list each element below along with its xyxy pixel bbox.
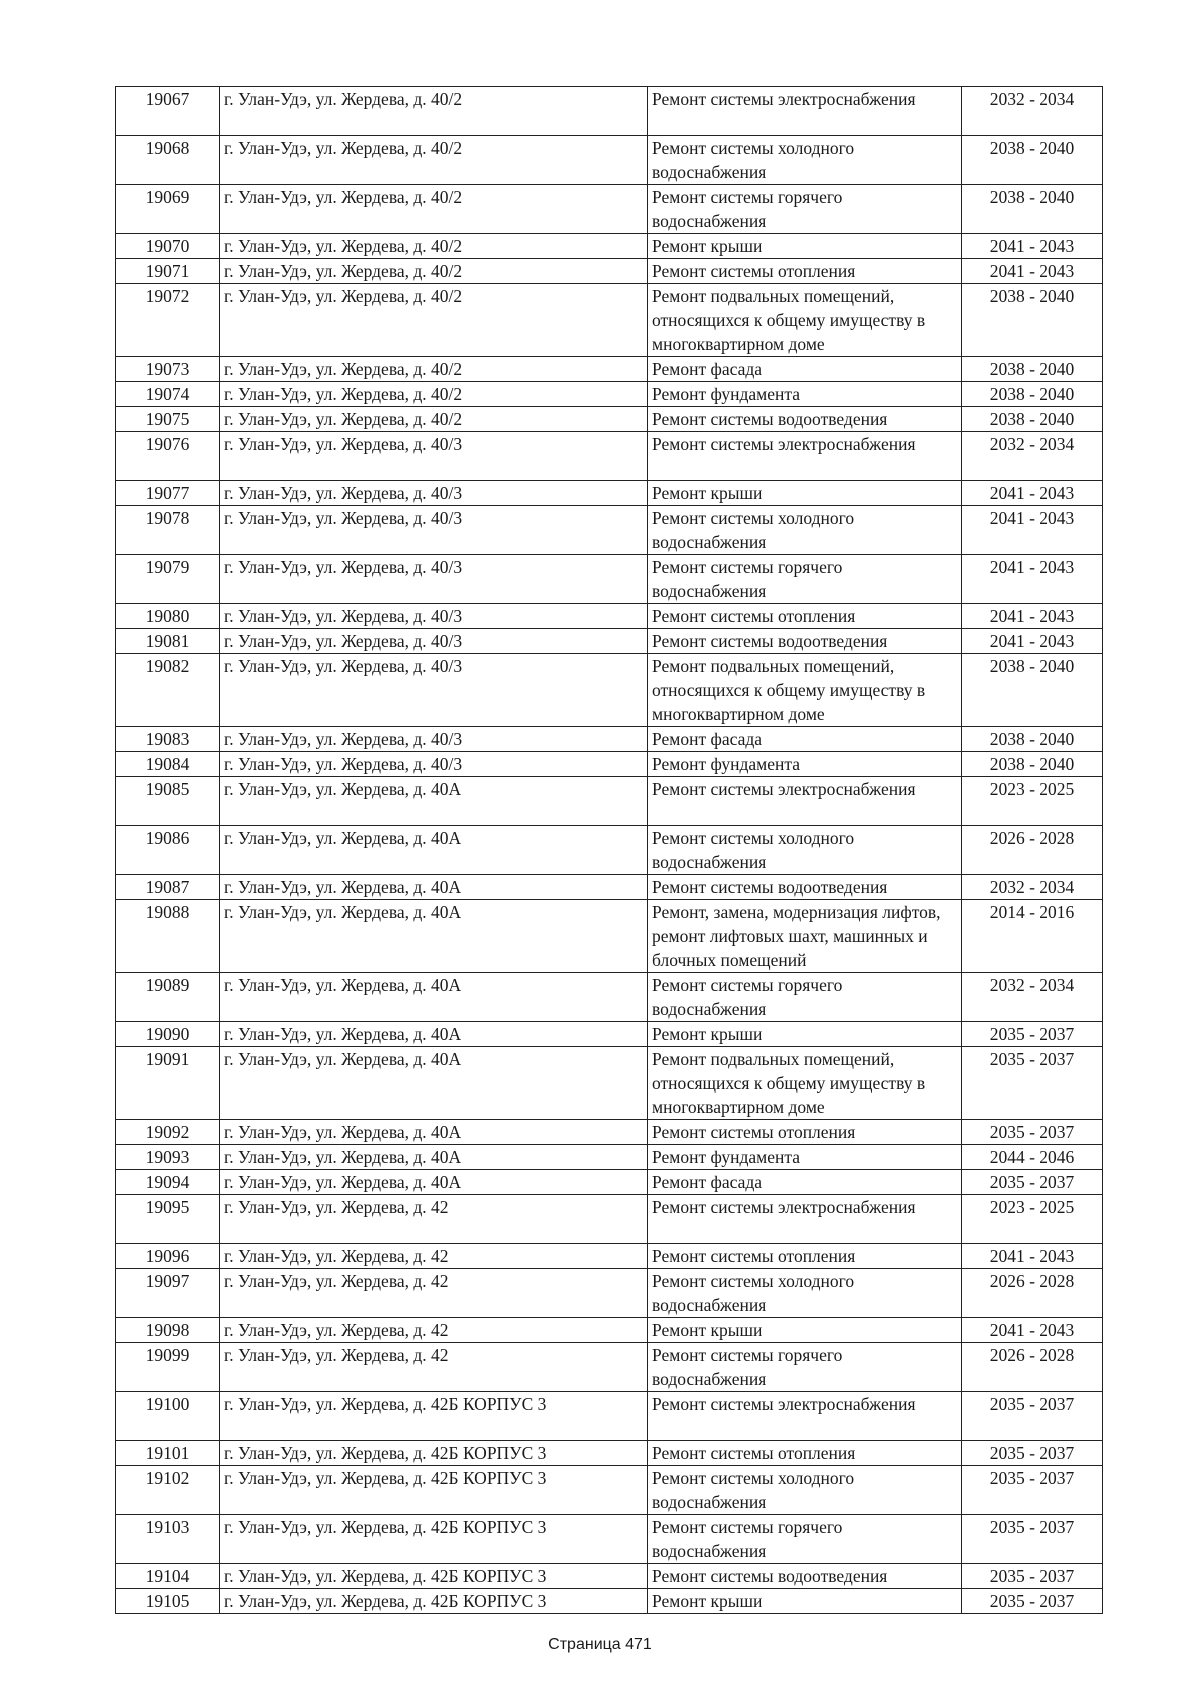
row-number-cell: 19070 — [116, 234, 220, 259]
row-number-cell: 19074 — [116, 382, 220, 407]
work-type-cell: Ремонт системы холодного водоснабжения — [648, 136, 962, 185]
address-cell: г. Улан-Удэ, ул. Жердева, д. 40А — [220, 875, 648, 900]
period-cell: 2041 - 2043 — [962, 1318, 1103, 1343]
work-type-cell: Ремонт крыши — [648, 481, 962, 506]
table-row — [116, 1515, 1103, 1564]
address-cell: г. Улан-Удэ, ул. Жердева, д. 42Б КОРПУС 3 — [220, 1515, 648, 1564]
period-cell: 2044 - 2046 — [962, 1145, 1103, 1170]
work-type-cell: Ремонт системы электроснабжения — [648, 87, 962, 136]
row-number-cell: 19067 — [116, 87, 220, 136]
table-row — [116, 1441, 1103, 1466]
period-cell: 2035 - 2037 — [962, 1120, 1103, 1145]
period-cell: 2026 - 2028 — [962, 1269, 1103, 1318]
work-type-cell: Ремонт системы электроснабжения — [648, 1392, 962, 1441]
period-cell: 2038 - 2040 — [962, 727, 1103, 752]
row-number-cell: 19097 — [116, 1269, 220, 1318]
work-type-cell: Ремонт фасада — [648, 1170, 962, 1195]
address-cell: г. Улан-Удэ, ул. Жердева, д. 40/2 — [220, 382, 648, 407]
work-type-cell: Ремонт фундамента — [648, 752, 962, 777]
work-type-cell: Ремонт системы водоотведения — [648, 407, 962, 432]
period-cell: 2038 - 2040 — [962, 752, 1103, 777]
address-cell: г. Улан-Удэ, ул. Жердева, д. 40/2 — [220, 407, 648, 432]
row-number-cell: 19077 — [116, 481, 220, 506]
table-row — [116, 973, 1103, 1022]
work-type-cell: Ремонт системы горячего водоснабжения — [648, 973, 962, 1022]
work-type-cell: Ремонт системы горячего водоснабжения — [648, 1343, 962, 1392]
work-type-cell: Ремонт фундамента — [648, 1145, 962, 1170]
address-cell: г. Улан-Удэ, ул. Жердева, д. 40/2 — [220, 234, 648, 259]
period-cell: 2041 - 2043 — [962, 234, 1103, 259]
address-cell: г. Улан-Удэ, ул. Жердева, д. 40А — [220, 900, 648, 973]
address-cell: г. Улан-Удэ, ул. Жердева, д. 42 — [220, 1269, 648, 1318]
period-cell: 2026 - 2028 — [962, 1343, 1103, 1392]
row-number-cell: 19081 — [116, 629, 220, 654]
table-row — [116, 357, 1103, 382]
period-cell: 2038 - 2040 — [962, 185, 1103, 234]
row-number-cell: 19099 — [116, 1343, 220, 1392]
address-cell: г. Улан-Удэ, ул. Жердева, д. 40/3 — [220, 604, 648, 629]
period-cell: 2041 - 2043 — [962, 604, 1103, 629]
work-type-cell: Ремонт системы горячего водоснабжения — [648, 1515, 962, 1564]
table-row — [116, 1022, 1103, 1047]
row-number-cell: 19095 — [116, 1195, 220, 1244]
work-type-cell: Ремонт фасада — [648, 357, 962, 382]
table-row — [116, 1145, 1103, 1170]
table-row — [116, 875, 1103, 900]
work-type-cell: Ремонт системы отопления — [648, 604, 962, 629]
row-number-cell: 19076 — [116, 432, 220, 481]
table-row — [116, 654, 1103, 727]
work-type-cell: Ремонт фундамента — [648, 382, 962, 407]
table-row — [116, 1120, 1103, 1145]
table-row — [116, 826, 1103, 875]
period-cell: 2041 - 2043 — [962, 506, 1103, 555]
period-cell: 2038 - 2040 — [962, 382, 1103, 407]
address-cell: г. Улан-Удэ, ул. Жердева, д. 40/3 — [220, 506, 648, 555]
table-row — [116, 284, 1103, 357]
address-cell: г. Улан-Удэ, ул. Жердева, д. 40А — [220, 1022, 648, 1047]
work-type-cell: Ремонт, замена, модернизация лифтов, ремонт лифтовых шахт, машинных и блочных помещений — [648, 900, 962, 973]
work-type-cell: Ремонт крыши — [648, 1022, 962, 1047]
row-number-cell: 19069 — [116, 185, 220, 234]
work-type-cell: Ремонт крыши — [648, 1318, 962, 1343]
address-cell: г. Улан-Удэ, ул. Жердева, д. 40А — [220, 1170, 648, 1195]
work-type-cell: Ремонт подвальных помещений, относящихся к общему имуществу в многоквартирном доме — [648, 1047, 962, 1120]
work-type-cell: Ремонт системы отопления — [648, 259, 962, 284]
period-cell: 2041 - 2043 — [962, 481, 1103, 506]
address-cell: г. Улан-Удэ, ул. Жердева, д. 40/3 — [220, 727, 648, 752]
work-type-cell: Ремонт системы холодного водоснабжения — [648, 506, 962, 555]
work-type-cell: Ремонт системы холодного водоснабжения — [648, 1466, 962, 1515]
table-row — [116, 1564, 1103, 1589]
period-cell: 2023 - 2025 — [962, 777, 1103, 826]
work-type-cell: Ремонт системы электроснабжения — [648, 432, 962, 481]
work-type-cell: Ремонт крыши — [648, 234, 962, 259]
address-cell: г. Улан-Удэ, ул. Жердева, д. 42 — [220, 1318, 648, 1343]
table-row — [116, 382, 1103, 407]
address-cell: г. Улан-Удэ, ул. Жердева, д. 40/3 — [220, 432, 648, 481]
period-cell: 2032 - 2034 — [962, 875, 1103, 900]
row-number-cell: 19104 — [116, 1564, 220, 1589]
table-row — [116, 259, 1103, 284]
period-cell: 2038 - 2040 — [962, 407, 1103, 432]
work-type-cell: Ремонт системы водоотведения — [648, 875, 962, 900]
period-cell: 2035 - 2037 — [962, 1022, 1103, 1047]
table-row — [116, 136, 1103, 185]
work-type-cell: Ремонт подвальных помещений, относящихся к общему имуществу в многоквартирном доме — [648, 284, 962, 357]
row-number-cell: 19094 — [116, 1170, 220, 1195]
period-cell: 2032 - 2034 — [962, 973, 1103, 1022]
row-number-cell: 19086 — [116, 826, 220, 875]
row-number-cell: 19072 — [116, 284, 220, 357]
table-row — [116, 604, 1103, 629]
period-cell: 2035 - 2037 — [962, 1047, 1103, 1120]
page-number: Страница 471 — [548, 1636, 652, 1653]
row-number-cell: 19071 — [116, 259, 220, 284]
row-number-cell: 19091 — [116, 1047, 220, 1120]
table-row — [116, 506, 1103, 555]
work-type-cell: Ремонт подвальных помещений, относящихся к общему имуществу в многоквартирном доме — [648, 654, 962, 727]
table-row — [116, 629, 1103, 654]
row-number-cell: 19092 — [116, 1120, 220, 1145]
work-type-cell: Ремонт системы отопления — [648, 1244, 962, 1269]
period-cell: 2035 - 2037 — [962, 1441, 1103, 1466]
work-type-cell: Ремонт системы отопления — [648, 1441, 962, 1466]
work-type-cell: Ремонт системы электроснабжения — [648, 1195, 962, 1244]
table-row — [116, 432, 1103, 481]
row-number-cell: 19068 — [116, 136, 220, 185]
address-cell: г. Улан-Удэ, ул. Жердева, д. 40/2 — [220, 284, 648, 357]
address-cell: г. Улан-Удэ, ул. Жердева, д. 40/2 — [220, 259, 648, 284]
work-type-cell: Ремонт системы электроснабжения — [648, 777, 962, 826]
address-cell: г. Улан-Удэ, ул. Жердева, д. 42 — [220, 1343, 648, 1392]
table-row — [116, 407, 1103, 432]
work-type-cell: Ремонт системы водоотведения — [648, 1564, 962, 1589]
row-number-cell: 19090 — [116, 1022, 220, 1047]
period-cell: 2035 - 2037 — [962, 1466, 1103, 1515]
address-cell: г. Улан-Удэ, ул. Жердева, д. 42Б КОРПУС 3 — [220, 1564, 648, 1589]
address-cell: г. Улан-Удэ, ул. Жердева, д. 42Б КОРПУС 3 — [220, 1466, 648, 1515]
address-cell: г. Улан-Удэ, ул. Жердева, д. 40/2 — [220, 87, 648, 136]
work-type-cell: Ремонт системы водоотведения — [648, 629, 962, 654]
period-cell: 2032 - 2034 — [962, 87, 1103, 136]
row-number-cell: 19098 — [116, 1318, 220, 1343]
address-cell: г. Улан-Удэ, ул. Жердева, д. 42Б КОРПУС 3 — [220, 1441, 648, 1466]
address-cell: г. Улан-Удэ, ул. Жердева, д. 40/3 — [220, 481, 648, 506]
address-cell: г. Улан-Удэ, ул. Жердева, д. 40/2 — [220, 185, 648, 234]
address-cell: г. Улан-Удэ, ул. Жердева, д. 40/3 — [220, 555, 648, 604]
table-row — [116, 1195, 1103, 1244]
period-cell: 2035 - 2037 — [962, 1515, 1103, 1564]
period-cell: 2035 - 2037 — [962, 1564, 1103, 1589]
period-cell: 2038 - 2040 — [962, 357, 1103, 382]
work-type-cell: Ремонт системы холодного водоснабжения — [648, 1269, 962, 1318]
table-body — [116, 87, 1103, 1614]
row-number-cell: 19105 — [116, 1589, 220, 1614]
row-number-cell: 19083 — [116, 727, 220, 752]
address-cell: г. Улан-Удэ, ул. Жердева, д. 40А — [220, 1047, 648, 1120]
row-number-cell: 19096 — [116, 1244, 220, 1269]
row-number-cell: 19088 — [116, 900, 220, 973]
period-cell: 2038 - 2040 — [962, 284, 1103, 357]
address-cell: г. Улан-Удэ, ул. Жердева, д. 40/3 — [220, 629, 648, 654]
address-cell: г. Улан-Удэ, ул. Жердева, д. 40/3 — [220, 654, 648, 727]
work-type-cell: Ремонт системы горячего водоснабжения — [648, 555, 962, 604]
period-cell: 2041 - 2043 — [962, 259, 1103, 284]
period-cell: 2041 - 2043 — [962, 555, 1103, 604]
address-cell: г. Улан-Удэ, ул. Жердева, д. 40А — [220, 1120, 648, 1145]
work-type-cell: Ремонт крыши — [648, 1589, 962, 1614]
work-type-cell: Ремонт системы холодного водоснабжения — [648, 826, 962, 875]
row-number-cell: 19080 — [116, 604, 220, 629]
period-cell: 2035 - 2037 — [962, 1589, 1103, 1614]
address-cell: г. Улан-Удэ, ул. Жердева, д. 40А — [220, 826, 648, 875]
address-cell: г. Улан-Удэ, ул. Жердева, д. 42 — [220, 1195, 648, 1244]
period-cell: 2014 - 2016 — [962, 900, 1103, 973]
address-cell: г. Улан-Удэ, ул. Жердева, д. 40/3 — [220, 752, 648, 777]
period-cell: 2038 - 2040 — [962, 136, 1103, 185]
table-row — [116, 87, 1103, 136]
table-row — [116, 752, 1103, 777]
row-number-cell: 19087 — [116, 875, 220, 900]
row-number-cell: 19100 — [116, 1392, 220, 1441]
table-row — [116, 1589, 1103, 1614]
period-cell: 2026 - 2028 — [962, 826, 1103, 875]
work-type-cell: Ремонт системы горячего водоснабжения — [648, 185, 962, 234]
table-row — [116, 900, 1103, 973]
address-cell: г. Улан-Удэ, ул. Жердева, д. 40/2 — [220, 136, 648, 185]
table-row — [116, 1343, 1103, 1392]
row-number-cell: 19078 — [116, 506, 220, 555]
table-row — [116, 1466, 1103, 1515]
table-row — [116, 555, 1103, 604]
row-number-cell: 19101 — [116, 1441, 220, 1466]
period-cell: 2035 - 2037 — [962, 1392, 1103, 1441]
address-cell: г. Улан-Удэ, ул. Жердева, д. 40/2 — [220, 357, 648, 382]
period-cell: 2038 - 2040 — [962, 654, 1103, 727]
row-number-cell: 19103 — [116, 1515, 220, 1564]
table-row — [116, 777, 1103, 826]
work-type-cell: Ремонт системы отопления — [648, 1120, 962, 1145]
table-row — [116, 185, 1103, 234]
row-number-cell: 19084 — [116, 752, 220, 777]
table-row — [116, 1170, 1103, 1195]
row-number-cell: 19089 — [116, 973, 220, 1022]
table-row — [116, 481, 1103, 506]
period-cell: 2041 - 2043 — [962, 629, 1103, 654]
table-row — [116, 1318, 1103, 1343]
address-cell: г. Улан-Удэ, ул. Жердева, д. 40А — [220, 973, 648, 1022]
address-cell: г. Улан-Удэ, ул. Жердева, д. 42Б КОРПУС 3 — [220, 1589, 648, 1614]
table-row — [116, 727, 1103, 752]
row-number-cell: 19093 — [116, 1145, 220, 1170]
row-number-cell: 19102 — [116, 1466, 220, 1515]
row-number-cell: 19073 — [116, 357, 220, 382]
row-number-cell: 19085 — [116, 777, 220, 826]
work-type-cell: Ремонт фасада — [648, 727, 962, 752]
table-row — [116, 1244, 1103, 1269]
table-row — [116, 1392, 1103, 1441]
period-cell: 2023 - 2025 — [962, 1195, 1103, 1244]
address-cell: г. Улан-Удэ, ул. Жердева, д. 40А — [220, 1145, 648, 1170]
table-row — [116, 1269, 1103, 1318]
row-number-cell: 19075 — [116, 407, 220, 432]
table-row — [116, 234, 1103, 259]
repair-schedule-table — [115, 86, 1103, 1614]
address-cell: г. Улан-Удэ, ул. Жердева, д. 40А — [220, 777, 648, 826]
period-cell: 2035 - 2037 — [962, 1170, 1103, 1195]
address-cell: г. Улан-Удэ, ул. Жердева, д. 42 — [220, 1244, 648, 1269]
address-cell: г. Улан-Удэ, ул. Жердева, д. 42Б КОРПУС 3 — [220, 1392, 648, 1441]
table-row — [116, 1047, 1103, 1120]
row-number-cell: 19082 — [116, 654, 220, 727]
period-cell: 2032 - 2034 — [962, 432, 1103, 481]
row-number-cell: 19079 — [116, 555, 220, 604]
period-cell: 2041 - 2043 — [962, 1244, 1103, 1269]
